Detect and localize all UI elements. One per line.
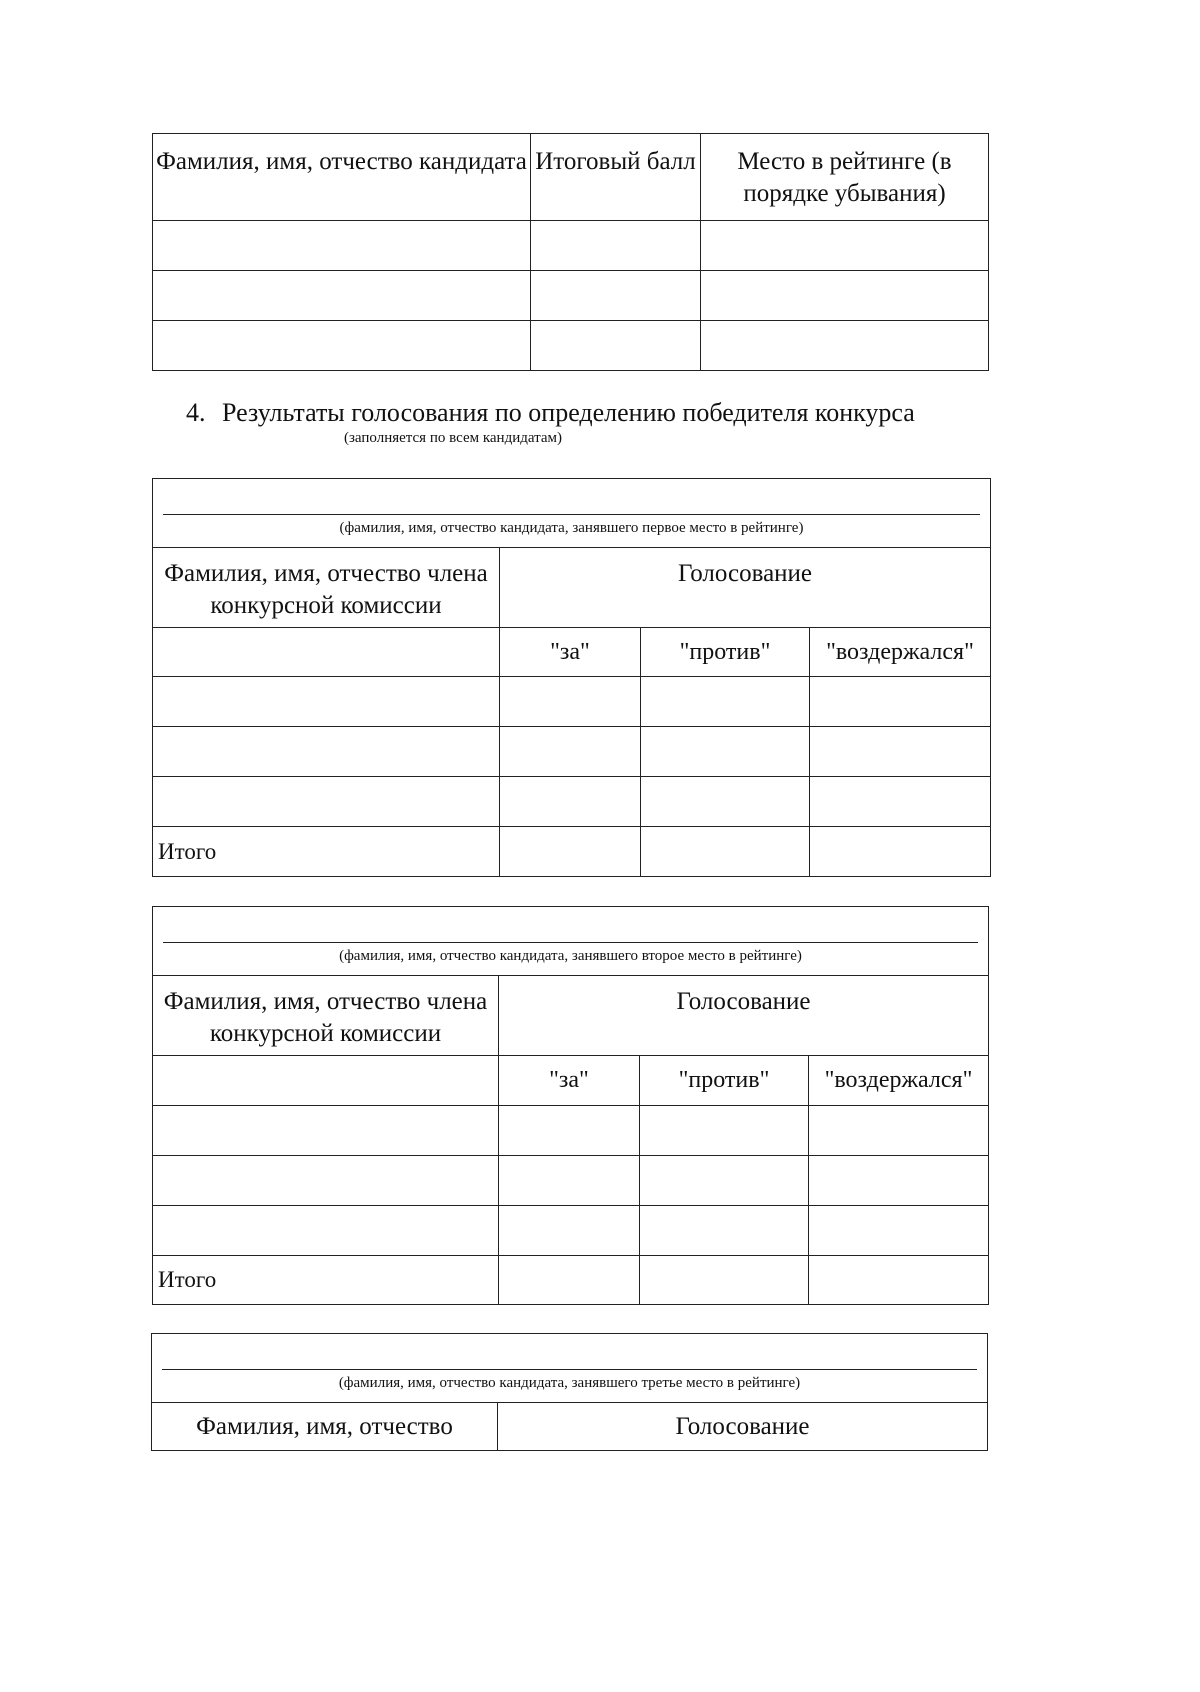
member-cell[interactable] bbox=[153, 1106, 499, 1156]
table-row bbox=[153, 1106, 989, 1156]
total-against-cell[interactable] bbox=[641, 827, 810, 877]
vote-for-header: "за" bbox=[500, 628, 641, 677]
rating-cell-name[interactable] bbox=[153, 321, 531, 371]
total-against-cell[interactable] bbox=[640, 1256, 809, 1305]
member-cell[interactable] bbox=[153, 1156, 499, 1206]
vote-for-cell[interactable] bbox=[499, 1206, 640, 1256]
vote-against-header: "против" bbox=[641, 628, 810, 677]
voting-header: Голосование bbox=[499, 976, 989, 1056]
member-cell[interactable] bbox=[153, 677, 500, 727]
member-cell[interactable] bbox=[153, 777, 500, 827]
vote-abstained-header: "воздержался" bbox=[810, 628, 991, 677]
name-underline bbox=[162, 1369, 977, 1370]
table-row bbox=[153, 677, 991, 727]
total-for-cell[interactable] bbox=[500, 827, 641, 877]
vote-table-first bbox=[152, 478, 991, 877]
candidate-caption: (фамилия, имя, отчество кандидата, занявшего третье место в рейтинге) bbox=[338, 1375, 801, 1391]
candidate-name-cell[interactable] bbox=[152, 1334, 988, 1403]
vote-abstained-cell[interactable] bbox=[810, 677, 991, 727]
member-cell[interactable] bbox=[153, 1206, 499, 1256]
candidate-name-cell[interactable] bbox=[153, 479, 991, 548]
vote-against-cell[interactable] bbox=[641, 727, 810, 777]
member-header: Фамилия, имя, отчество bbox=[152, 1403, 498, 1451]
rating-cell-score[interactable] bbox=[531, 271, 701, 321]
section-4-heading bbox=[186, 398, 915, 428]
vote-for-cell[interactable] bbox=[500, 727, 641, 777]
total-for-cell[interactable] bbox=[499, 1256, 640, 1305]
member-header: Фамилия, имя, отчество члена конкурсной комиссии bbox=[153, 548, 500, 628]
vote-abstained-cell[interactable] bbox=[809, 1206, 989, 1256]
name-underline bbox=[163, 514, 980, 515]
rating-cell-name[interactable] bbox=[153, 221, 531, 271]
name-underline bbox=[163, 942, 978, 943]
vote-abstained-cell[interactable] bbox=[810, 777, 991, 827]
voting-header: Голосование bbox=[500, 548, 991, 628]
rating-header-name: Фамилия, имя, отчество кандидата bbox=[153, 134, 531, 221]
vote-for-cell[interactable] bbox=[500, 777, 641, 827]
total-abstained-cell[interactable] bbox=[810, 827, 991, 877]
total-label: Итого bbox=[153, 1256, 499, 1305]
rating-table bbox=[152, 133, 989, 371]
rating-cell-place[interactable] bbox=[701, 321, 989, 371]
rating-cell-place[interactable] bbox=[701, 221, 989, 271]
candidate-name-cell[interactable] bbox=[153, 907, 989, 976]
member-cell[interactable] bbox=[153, 727, 500, 777]
rating-cell-score[interactable] bbox=[531, 321, 701, 371]
rating-cell-place[interactable] bbox=[701, 271, 989, 321]
vote-against-cell[interactable] bbox=[640, 1106, 809, 1156]
candidate-caption: (фамилия, имя, отчество кандидата, занявшего первое место в рейтинге) bbox=[339, 520, 804, 536]
voting-header: Голосование bbox=[498, 1403, 988, 1451]
total-label: Итого bbox=[153, 827, 500, 877]
vote-against-cell[interactable] bbox=[641, 777, 810, 827]
vote-abstained-cell[interactable] bbox=[809, 1106, 989, 1156]
table-row bbox=[153, 321, 989, 371]
table-row bbox=[153, 777, 991, 827]
vote-table-second bbox=[152, 906, 989, 1305]
section-4-title: Результаты голосования по определению победителя конкурса bbox=[222, 398, 915, 427]
member-header: Фамилия, имя, отчество члена конкурсной комиссии bbox=[153, 976, 499, 1056]
rating-cell-score[interactable] bbox=[531, 221, 701, 271]
total-row bbox=[153, 827, 991, 877]
rating-cell-name[interactable] bbox=[153, 271, 531, 321]
vote-table-third bbox=[151, 1333, 988, 1451]
total-row bbox=[153, 1256, 989, 1305]
vote-abstained-header: "воздержался" bbox=[809, 1056, 989, 1106]
vote-for-cell[interactable] bbox=[499, 1156, 640, 1206]
section-4-number: 4. bbox=[186, 398, 206, 427]
table-row bbox=[153, 727, 991, 777]
vote-for-header: "за" bbox=[499, 1056, 640, 1106]
section-4-note: (заполняется по всем кандидатам) bbox=[344, 430, 563, 446]
table-row bbox=[153, 1206, 989, 1256]
vote-for-cell[interactable] bbox=[500, 677, 641, 727]
table-row bbox=[153, 271, 989, 321]
member-blank bbox=[153, 1056, 499, 1106]
rating-header-place: Место в рейтинге (в порядке убывания) bbox=[701, 134, 989, 221]
vote-abstained-cell[interactable] bbox=[810, 727, 991, 777]
candidate-caption: (фамилия, имя, отчество кандидата, занявшего второе место в рейтинге) bbox=[339, 948, 802, 964]
vote-against-cell[interactable] bbox=[640, 1156, 809, 1206]
table-row bbox=[153, 1156, 989, 1206]
vote-for-cell[interactable] bbox=[499, 1106, 640, 1156]
table-row bbox=[153, 221, 989, 271]
vote-abstained-cell[interactable] bbox=[809, 1156, 989, 1206]
vote-against-header: "против" bbox=[640, 1056, 809, 1106]
member-blank bbox=[153, 628, 500, 677]
vote-against-cell[interactable] bbox=[640, 1206, 809, 1256]
vote-against-cell[interactable] bbox=[641, 677, 810, 727]
rating-header-score: Итоговый балл bbox=[531, 134, 701, 221]
total-abstained-cell[interactable] bbox=[809, 1256, 989, 1305]
